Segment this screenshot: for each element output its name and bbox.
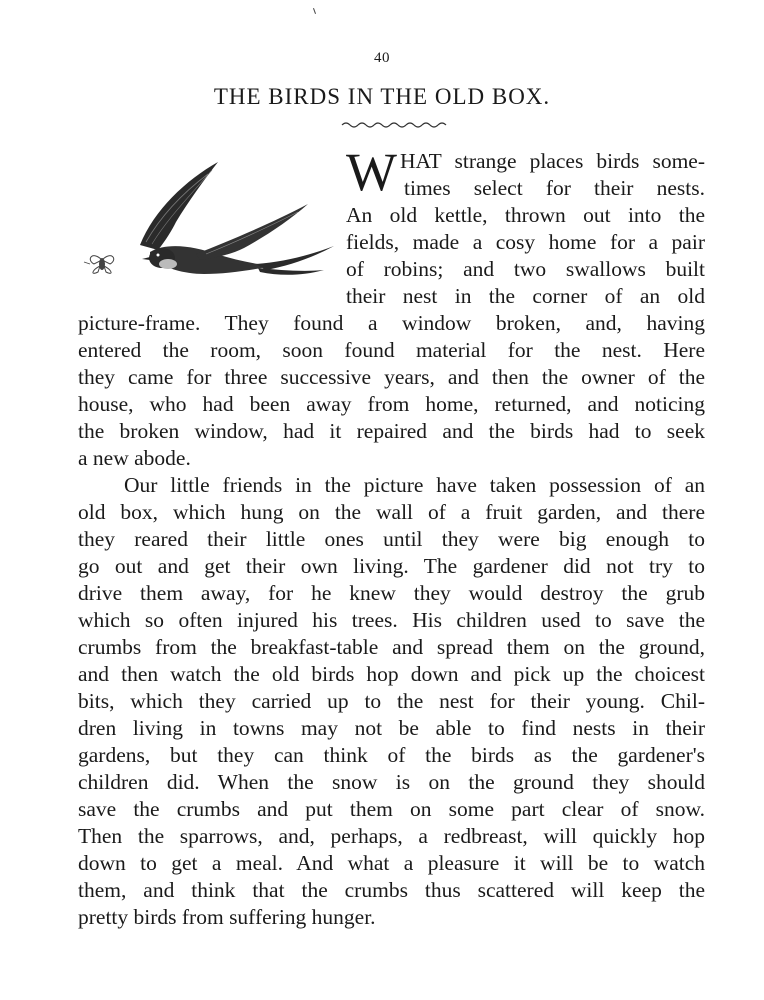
text-line: their nest in the corner of an old (346, 284, 705, 308)
text-line: HAT strange places birds some- (400, 149, 705, 173)
text-line: house, who had been away from home, returned, and noticing (78, 392, 705, 416)
text-line: Our little friends in the picture have taken possession of an (124, 473, 705, 497)
text-line: gardens, but they can think of the birds as the gardener's (78, 743, 705, 767)
text-line: they reared their little ones until they were big enough to (78, 527, 705, 551)
page-number: 40 (374, 50, 390, 66)
text-line: pretty birds from suffering hunger. (78, 905, 376, 929)
text-line: times select for their nests. (404, 176, 705, 200)
text-line: old box, which hung on the wall of a fruit garden, and there (78, 500, 705, 524)
text-line: fields, made a cosy home for a pair (346, 230, 705, 254)
text-line: which so often injured his trees. His children used to save the (78, 608, 705, 632)
drop-cap: W (346, 142, 397, 202)
swallow-illustration (76, 150, 346, 300)
text-line: children did. When the snow is on the ground they should (78, 770, 705, 794)
text-line: Then the sparrows, and, perhaps, a redbreast, will quickly hop (78, 824, 705, 848)
text-line: entered the room, soon found material for the nest. Here (78, 338, 705, 362)
text-line: down to get a meal. And what a pleasure it will be to watch (78, 851, 705, 875)
swallow-engraving-icon (84, 162, 334, 275)
text-line: drive them away, for he knew they would destroy the grub (78, 581, 705, 605)
wavy-rule-ornament-icon (340, 120, 450, 130)
text-line: go out and get their own living. The gardener did not try to (78, 554, 705, 578)
print-speck (313, 8, 316, 14)
text-line: of robins; and two swallows built (346, 257, 705, 281)
text-line: save the crumbs and put them on some part clear of snow. (78, 797, 705, 821)
text-line: picture-frame. They found a window broken, and, having (78, 311, 705, 335)
text-line: bits, which they carried up to the nest for their young. Chil- (78, 689, 705, 713)
text-line: the broken window, had it repaired and the birds had to seek (78, 419, 705, 443)
chapter-title: THE BIRDS IN THE OLD BOX. (213, 84, 551, 109)
text-line: dren living in towns may not be able to find nests in their (78, 716, 705, 740)
text-line: An old kettle, thrown out into the (346, 203, 705, 227)
text-line: a new abode. (78, 446, 191, 470)
text-line: them, and think that the crumbs thus scattered will keep the (78, 878, 705, 902)
text-line: they came for three successive years, and then the owner of the (78, 365, 705, 389)
text-line: crumbs from the breakfast-table and spread them on the ground, (78, 635, 705, 659)
text-line: and then watch the old birds hop down and pick up the choicest (78, 662, 705, 686)
